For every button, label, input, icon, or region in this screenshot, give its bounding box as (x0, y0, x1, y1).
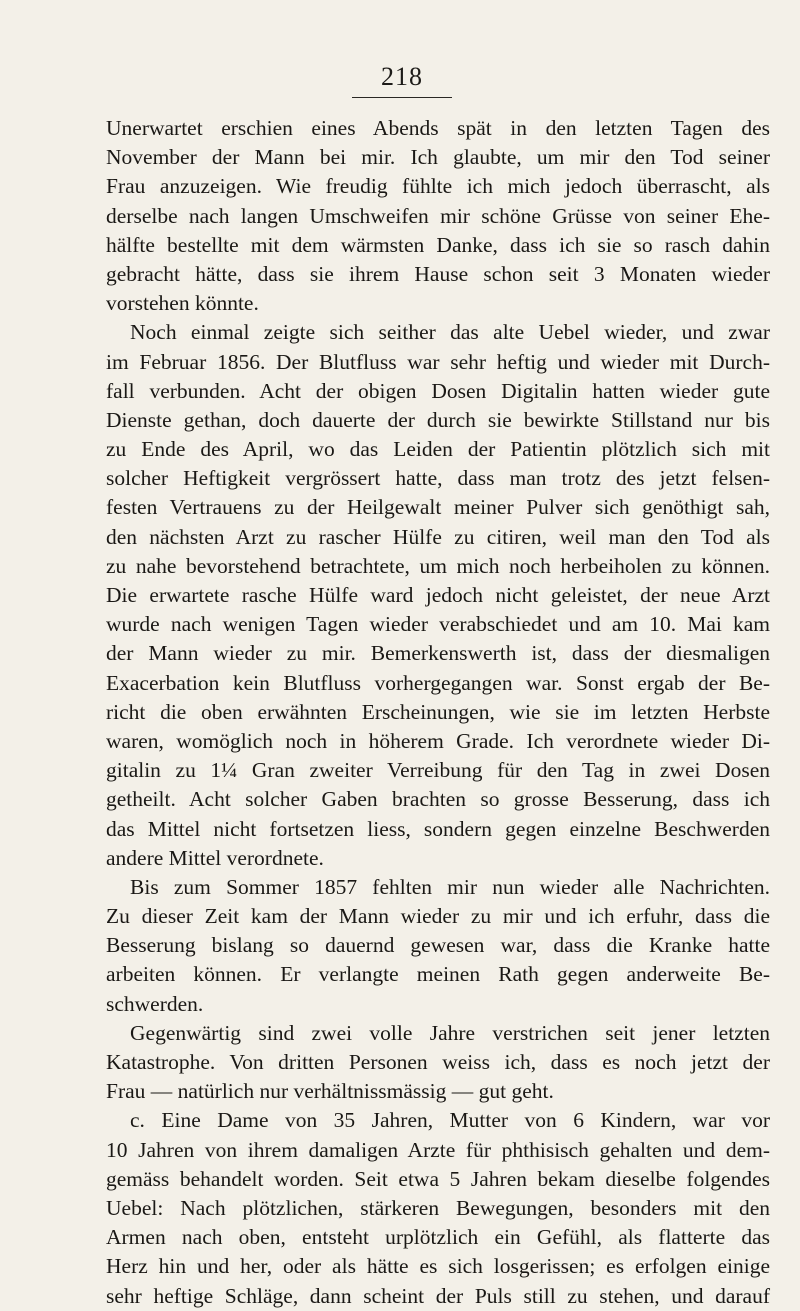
page-number: 218 (381, 62, 423, 91)
text-line: Besserung bislang so dauernd gewesen war, dass die Kranke hatte (106, 933, 770, 958)
body-text (106, 114, 770, 1311)
text-line: 10 Jahren von ihrem damaligen Arzte für phthisisch gehalten und dem- (106, 1137, 770, 1162)
text-line: Dienste gethan, doch dauerte der durch sie bewirkte Stillstand nur bis (106, 407, 770, 432)
page-number-rule (352, 97, 452, 98)
text-line: Exacerbation kein Blutfluss vorhergegangen war. Sonst ergab der Be- (106, 670, 770, 695)
text-line: den nächsten Arzt zu rascher Hülfe zu citiren, weil man den Tod als (106, 524, 770, 549)
text-line: Noch einmal zeigte sich seither das alte Uebel wieder, und zwar (130, 320, 770, 345)
text-line: Armen nach oben, entsteht urplötzlich ein Gefühl, als flatterte das (106, 1225, 770, 1250)
text-line: andere Mittel verordnete. (106, 845, 324, 870)
text-line: Uebel: Nach plötzlichen, stärkeren Bewegungen, besonders mit den (106, 1195, 770, 1220)
text-line: Zu dieser Zeit kam der Mann wieder zu mir und ich erfuhr, dass die (106, 904, 770, 929)
text-line: Unerwartet erschien eines Abends spät in den letzten Tagen des (106, 116, 770, 140)
text-line: Gegenwärtig sind zwei volle Jahre verstrichen seit jener letzten (130, 1020, 770, 1045)
text-line: richt die oben erwähnten Erscheinungen, wie sie im letzten Herbste (106, 699, 770, 724)
text-line: gebracht hätte, dass sie ihrem Hause schon seit 3 Monaten wieder (106, 261, 770, 286)
text-line: schwerden. (106, 991, 204, 1016)
text-line: getheilt. Acht solcher Gaben brachten so grosse Besserung, dass ich (106, 787, 770, 812)
text-line: zu Ende des April, wo das Leiden der Patientin plötzlich sich mit (106, 437, 770, 462)
text-line: derselbe nach langen Umschweifen mir schöne Grüsse von seiner Ehe- (106, 203, 770, 228)
text-line: Katastrophe. Von dritten Personen weiss ich, dass es noch jetzt der (106, 1050, 770, 1074)
text-line: November der Mann bei mir. Ich glaubte, um mir den Tod seiner (106, 145, 770, 170)
text-line: arbeiten können. Er verlangte meinen Rath gegen anderweite Be- (106, 962, 770, 987)
text-line: Frau anzuzeigen. Wie freudig fühlte ich mich jedoch überrascht, als (106, 174, 770, 199)
text-line: vorstehen könnte. (106, 291, 259, 316)
text-line: festen Vertrauens zu der Heilgewalt meiner Pulver sich genöthigt sah, (106, 495, 770, 520)
text-line: fall verbunden. Acht der obigen Dosen Digitalin hatten wieder gute (106, 378, 770, 403)
text-line: wurde nach wenigen Tagen wieder verabschiedet und am 10. Mai kam (106, 612, 770, 637)
text-line: gemäss behandelt worden. Seit etwa 5 Jahren bekam dieselbe folgendes (106, 1166, 770, 1191)
text-line: gitalin zu 1¼ Gran zweiter Verreibung für den Tag in zwei Dosen (106, 758, 770, 783)
text-line: Die erwartete rasche Hülfe ward jedoch nicht geleistet, der neue Arzt (106, 583, 770, 607)
text-line: zu nahe bevorstehend betrachtete, um mich noch herbeiholen zu können. (106, 553, 770, 578)
text-line: Bis zum Sommer 1857 fehlten mir nun wieder alle Nachrichten. (130, 874, 770, 899)
text-line: sehr heftige Schläge, dann scheint der Puls still zu stehen, und darauf (106, 1283, 770, 1308)
text-line: Herz hin und her, oder als hätte es sich losgerissen; es erfolgen einige (106, 1254, 770, 1279)
text-line: c. Eine Dame von 35 Jahren, Mutter von 6 Kindern, war vor (130, 1108, 770, 1133)
text-line: im Februar 1856. Der Blutfluss war sehr heftig und wieder mit Durch- (106, 349, 770, 374)
text-line: der Mann wieder zu mir. Bemerkenswerth ist, dass der diesmaligen (106, 641, 770, 666)
text-line: solcher Heftigkeit vergrössert hatte, dass man trotz des jetzt felsen- (106, 466, 770, 491)
text-line: hälfte bestellte mit dem wärmsten Danke, dass ich sie so rasch dahin (106, 232, 770, 257)
text-line: das Mittel nicht fortsetzen liess, sondern gegen einzelne Beschwerden (106, 816, 770, 841)
text-line: Frau — natürlich nur verhältnissmässig — gut geht. (106, 1079, 554, 1104)
text-line: waren, womöglich noch in höherem Grade. Ich verordnete wieder Di- (106, 728, 770, 753)
